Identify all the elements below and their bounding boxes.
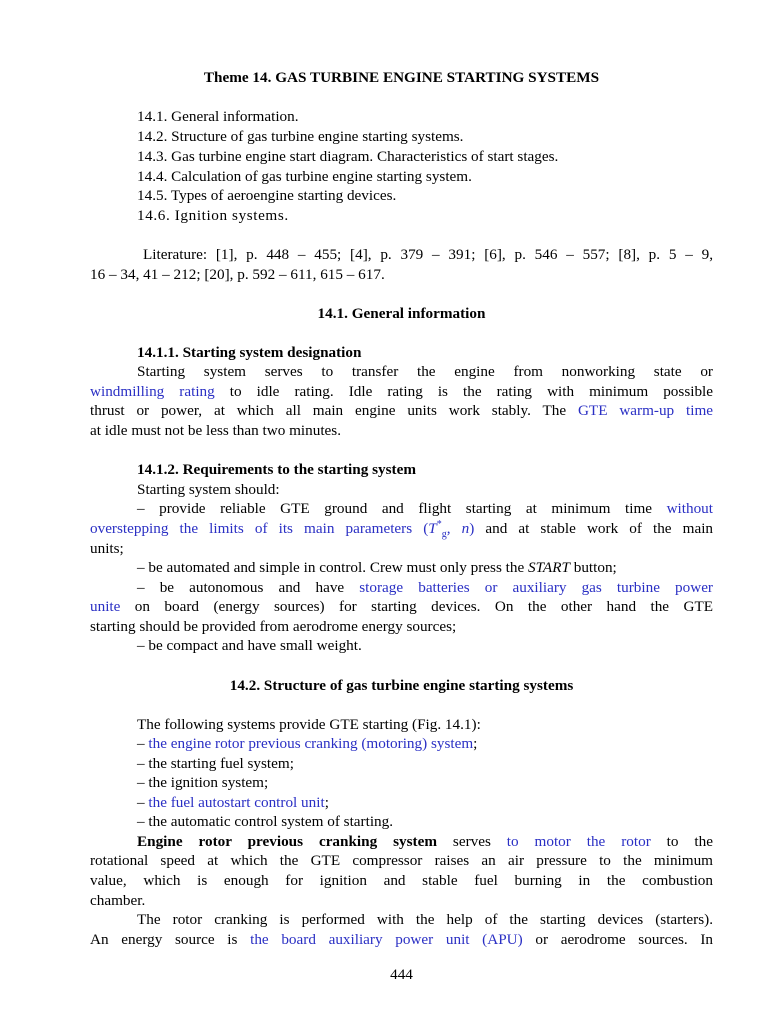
highlight-term: to motor the rotor — [506, 833, 651, 850]
text-line: unite on board (energy sources) for starting devices. On the other hand the GTE — [90, 598, 713, 615]
document-page — [90, 0, 713, 1024]
list-item: – provide reliable GTE ground and flight starting at minimum time without — [137, 500, 713, 517]
highlight-term: unite — [90, 598, 121, 615]
toc-item: 14.6. Ignition systems. — [137, 207, 289, 224]
section-heading-14-2: 14.2. Structure of gas turbine engine starting systems — [229, 677, 574, 694]
list-item: – be autonomous and have storage batteries or auxiliary gas turbine power — [137, 579, 713, 596]
text-line: units; — [90, 540, 124, 557]
text-line: Engine rotor previous cranking system serves to motor the rotor to the — [137, 833, 713, 850]
highlight-term: GTE warm-up time — [577, 402, 714, 419]
text-line: overstepping the limits of its main parameters ($T^*_g$, n) and at stable work of the main — [90, 518, 714, 541]
toc-item: 14.4. Calculation of gas turbine engine starting system. — [137, 168, 472, 185]
text-line: The following systems provide GTE starting (Fig. 14.1): — [137, 716, 481, 733]
list-item: – be automated and simple in control. Crew must only press the START button; — [137, 559, 617, 576]
text-line: An energy source is the board auxiliary power unit (APU) or aerodrome sources. In — [90, 931, 713, 948]
page-number: 444 — [390, 966, 413, 983]
text-line: Starting system serves to transfer the engine from nonworking state or — [137, 363, 713, 380]
text-line: starting should be provided from aerodrome energy sources; — [90, 618, 457, 635]
text-line: Starting system should: — [137, 481, 280, 498]
list-item: – the ignition system; — [137, 774, 269, 791]
list-item: – the starting fuel system; — [137, 755, 294, 772]
subsection-heading-14-1-1: 14.1.1. Starting system designation — [137, 344, 362, 361]
text-line: chamber. — [90, 892, 146, 909]
highlight-term: the engine rotor previous cranking (motoring) system — [148, 735, 474, 752]
toc-item: 14.3. Gas turbine engine start diagram. Characteristics of start stages. — [137, 148, 559, 165]
highlight-term: the fuel autostart control unit — [148, 794, 325, 811]
section-heading-14-1: 14.1. General information — [317, 305, 486, 322]
list-item: – the fuel autostart control unit; — [137, 794, 329, 811]
text-line: value, which is enough for ignition and stable fuel burning in the combustion — [90, 872, 713, 889]
page-title: Theme 14. GAS TURBINE ENGINE STARTING SYSTEMS — [203, 69, 600, 86]
text-line: at idle must not be less than two minutes. — [90, 422, 341, 439]
highlight-term: windmilling rating — [90, 383, 215, 400]
text-line: The rotor cranking is performed with the help of the starting devices (starters). — [137, 911, 713, 928]
literature-line: Literature: [1], p. 448 – 455; [4], p. 379 – 391; [6], p. 546 – 557; [8], p. 5 – 9, — [143, 246, 713, 263]
list-item: – the automatic control system of starting. — [137, 813, 394, 830]
literature-line: 16 – 34, 41 – 212; [20], p. 592 – 611, 615 – 617. — [90, 266, 385, 283]
text-line: rotational speed at which the GTE compressor raises an air pressure to the minimum — [90, 852, 713, 869]
highlight-term: without — [666, 500, 713, 517]
list-item: – be compact and have small weight. — [137, 637, 362, 654]
highlight-term: overstepping the limits of its main parameters ($T^*_g$, n) — [90, 518, 475, 541]
list-item: – the engine rotor previous cranking (motoring) system; — [137, 735, 478, 752]
highlight-term: the board auxiliary power unit (APU) — [250, 931, 523, 948]
toc-item: 14.5. Types of aeroengine starting devices. — [137, 187, 397, 204]
toc-item: 14.2. Structure of gas turbine engine starting systems. — [137, 128, 464, 145]
highlight-term: storage batteries or auxiliary gas turbine power — [359, 579, 713, 596]
toc-item: 14.1. General information. — [137, 108, 299, 125]
text-line: thrust or power, at which all main engine units work stably. The GTE warm-up time — [90, 402, 714, 419]
text-line: windmilling rating to idle rating. Idle rating is the rating with minimum possible — [90, 383, 713, 400]
subsection-heading-14-1-2: 14.1.2. Requirements to the starting system — [137, 461, 416, 478]
